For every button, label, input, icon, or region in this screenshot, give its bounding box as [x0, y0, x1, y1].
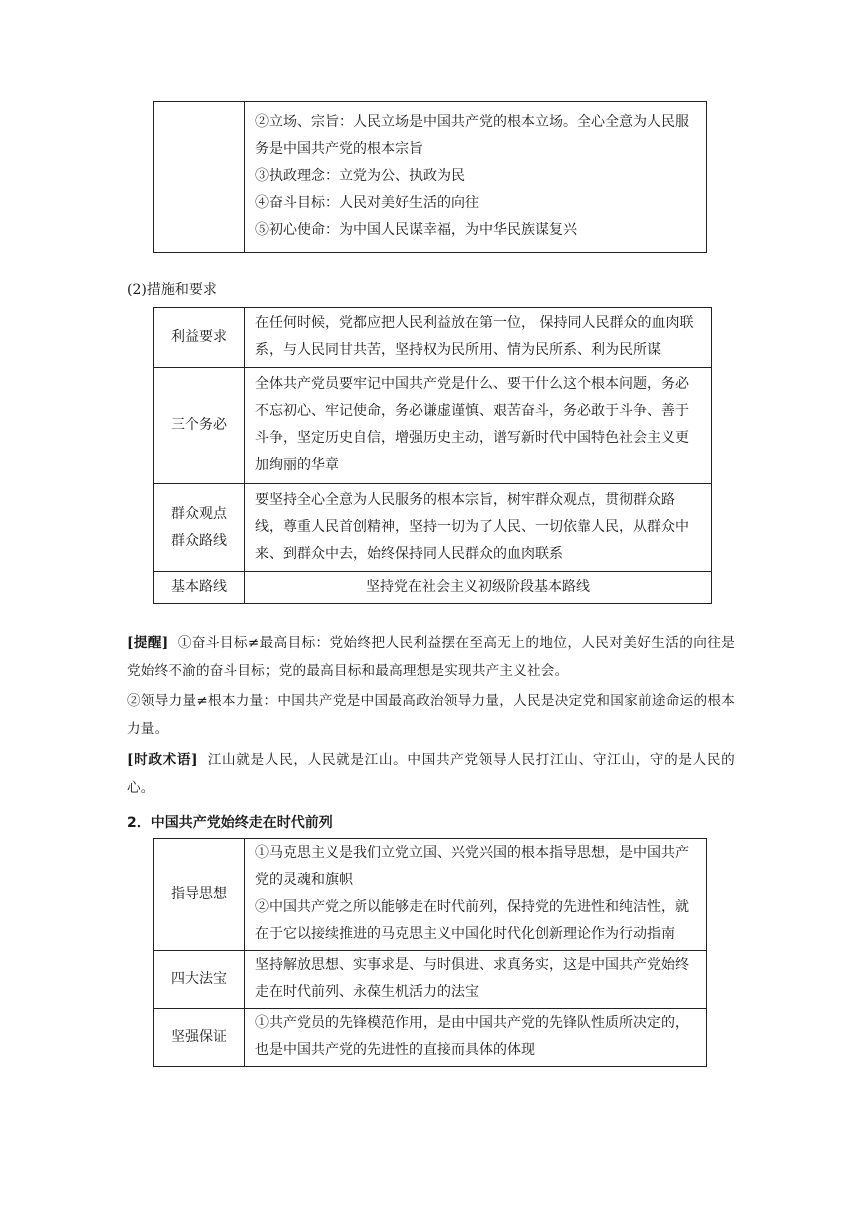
terms-tag: [时政术语]	[127, 752, 198, 768]
list-item: ①共产党员的先锋模范作用，是由中国共产党的先锋队性质所决定的，也是中国共产党的先进性的直接而具体的体现	[255, 1015, 689, 1058]
row-label: 基本路线	[154, 572, 245, 604]
list-item: ③执政理念：立党为公、执政为民	[255, 168, 465, 184]
section-title: 2．中国共产党始终走在时代前列	[127, 815, 333, 831]
reminder-paragraph-2	[127, 687, 735, 743]
reminder-text-1: ①奋斗目标≠最高目标：党始终把人民利益摆在至高无上的地位，人民对美好生活的向往是党始终不渝的奋斗目标；党的最高目标和最高理想是实现共产主义社会。	[127, 635, 735, 679]
terms-paragraph	[127, 746, 735, 802]
reminder-paragraph	[127, 629, 735, 685]
row-label: 坚强保证	[154, 1009, 245, 1067]
list-item: ①马克思主义是我们立党立国、兴党兴国的根本指导思想，是中国共产党的灵魂和旗帜	[255, 845, 689, 888]
section-heading: (2)措施和要求	[127, 282, 217, 298]
row-content: 在任何时候，党都应把人民利益放在第一位， 保持同人民群众的血肉联系，与人民同甘共苦，坚持权为民所用、情为民所系、利为民所谋	[245, 308, 712, 368]
row-content	[245, 839, 707, 951]
reminder-tag: [提醒]	[127, 635, 169, 651]
row-content	[245, 951, 707, 1009]
list-item: ④奋斗目标：人民对美好生活的向往	[255, 195, 479, 211]
row-label: 群众观点 群众路线	[154, 484, 245, 572]
row-label: 利益要求	[154, 308, 245, 368]
row-label: 指导思想	[154, 839, 245, 951]
table-label-cell	[154, 102, 245, 253]
row-label: 三个务必	[154, 368, 245, 484]
table-content-cell	[245, 102, 707, 253]
terms-text: 江山就是人民，人民就是江山。中国共产党领导人民打江山、守江山，守的是人民的心。	[127, 752, 735, 796]
list-item: 坚持解放思想、实事求是、与时俱进、求真务实，这是中国共产党始终走在时代前列、永葆生机活力的法宝	[255, 957, 689, 1000]
list-item: ②立场、宗旨：人民立场是中国共产党的根本立场。全心全意为人民服务是中国共产党的根本宗旨	[255, 114, 689, 157]
reminder-text-2: ②领导力量≠根本力量：中国共产党是中国最高政治领导力量，人民是决定党和国家前途命运的根本力量。	[127, 693, 735, 737]
table-measures	[153, 307, 712, 604]
row-label: 四大法宝	[154, 951, 245, 1009]
table-vanguard	[153, 838, 707, 1067]
list-item: ②中国共产党之所以能够走在时代前列，保持党的先进性和纯洁性，就在于它以接续推进的马克思主义中国化时代化创新理论作为行动指南	[255, 899, 689, 942]
row-content: 坚持党在社会主义初级阶段基本路线	[245, 572, 712, 604]
row-content: 要坚持全心全意为人民服务的根本宗旨，树牢群众观点，贯彻群众路线，尊重人民首创精神，坚持一切为了人民、一切依靠人民，从群众中来、到群众中去，始终保持同人民群众的血肉联系	[245, 484, 712, 572]
table-party-nature	[153, 101, 707, 253]
row-content	[245, 1009, 707, 1067]
list-item: ⑤初心使命：为中国人民谋幸福，为中华民族谋复兴	[255, 222, 577, 238]
row-content: 全体共产党员要牢记中国共产党是什么、要干什么这个根本问题，务必不忘初心、牢记使命，务必谦虚谨慎、艰苦奋斗，务必敢于斗争、善于斗争，坚定历史自信，增强历史主动，谱写新时代中国特色社会主义更加绚丽的华章	[245, 368, 712, 484]
